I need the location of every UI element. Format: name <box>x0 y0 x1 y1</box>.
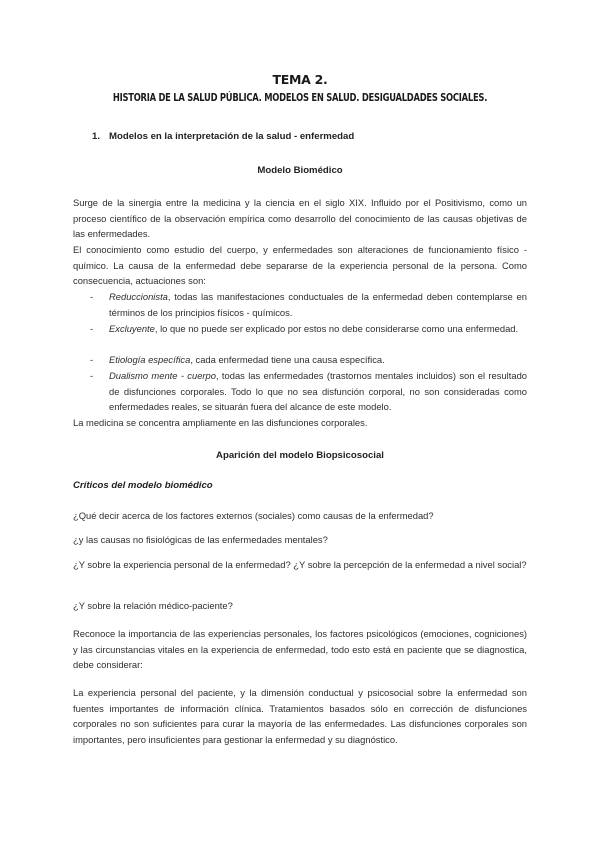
biomedico-heading: Modelo Biomédico <box>257 165 343 176</box>
biomedico-paragraph-1: Surge de la sinergia entre la medicina y la ciencia en el siglo XIX. Influido por el Positivismo, como un proceso científico de la observación empírica como desarrollo del conocimiento de las causas objetivas de las enfermedades. <box>73 197 527 240</box>
list-dash: - <box>90 354 94 365</box>
bullet-text: , lo que no puede ser explicado por estos no debe considerarse como una enfermedad. <box>154 323 519 334</box>
question-1: ¿Qué decir acerca de los factores externos (sociales) como causas de la enfermedad? <box>73 510 434 521</box>
bullet-text: , todas las enfermedades (trastornos mentales incluidos) son el resultado de disfunciones corporales. Todo lo que no sea disfunción corporal, no son consideradas como enfermedades reales, se situarán fuera del alcance de este modelo. <box>109 370 527 413</box>
section-title: Modelos en la interpretación de la salud - enfermedad <box>109 131 355 142</box>
bullet-text: , cada enfermedad tiene una causa específica. <box>190 354 385 365</box>
biopsicosocial-paragraph-2: La experiencia personal del paciente, y la dimensión conductual y psicosocial sobre la enfermedad son fuentes importantes de información clínica. Tratamientos basados sólo en corrección de disfunciones corporales no son suficientes para curar la mayoría de las enfermedades. Las disfunciones corporales son importantes, pero insuficientes para gestionar la enfermedad y su diagnóstico. <box>73 687 527 745</box>
section-heading <box>92 131 354 142</box>
biomedico-paragraph-2: El conocimiento como estudio del cuerpo, y enfermedades son alteraciones de funcionamiento físico - químico. La causa de la enfermedad debe separarse de la experiencia personal de la persona. Como consecuencia, actuaciones son: <box>73 244 527 287</box>
bullet-term: Dualismo mente - cuerpo <box>109 370 216 381</box>
list-dash: - <box>90 291 94 302</box>
list-dash: - <box>90 323 94 334</box>
biomedico-paragraph-3: La medicina se concentra ampliamente en las disfunciones corporales. <box>73 417 368 428</box>
list-item <box>90 289 527 320</box>
document-subtitle: HISTORIA DE LA SALUD PÚBLICA. MODELOS EN SALUD. DESIGUALDADES SOCIALES. <box>112 93 488 104</box>
list-dash: - <box>90 370 94 381</box>
critics-heading: Críticos del modelo biomédico <box>73 480 213 491</box>
question-3: ¿Y sobre la experiencia personal de la enfermedad? ¿Y sobre la percepción de la enfermedad a nivel social? <box>73 559 527 570</box>
list-item <box>90 321 527 337</box>
biopsicosocial-heading: Aparición del modelo Biopsicosocial <box>216 450 384 461</box>
list-item <box>90 368 527 415</box>
bullet-term: Excluyente <box>109 323 155 334</box>
bullet-text: , todas las manifestaciones conductuales de la enfermedad deben contemplarse en términos de los principios físicos - químicos. <box>109 291 527 318</box>
section-number: 1. <box>92 131 101 142</box>
biopsicosocial-paragraph-1: Reconoce la importancia de las experiencias personales, los factores psicológicos (emociones, cogniciones) y las circunstancias vitales en la experiencia de enfermedad, todo esto está en paciente que se diagnostica, debe considerar: <box>73 628 527 671</box>
question-4: ¿Y sobre la relación médico-paciente? <box>73 600 233 611</box>
document-title: TEMA 2. <box>272 72 328 87</box>
question-2: ¿y las causas no fisiológicas de las enfermedades mentales? <box>73 534 328 545</box>
bullet-term: Reduccionista <box>109 291 168 302</box>
bullet-term: Etiología específica <box>109 354 191 365</box>
list-item <box>90 352 527 368</box>
